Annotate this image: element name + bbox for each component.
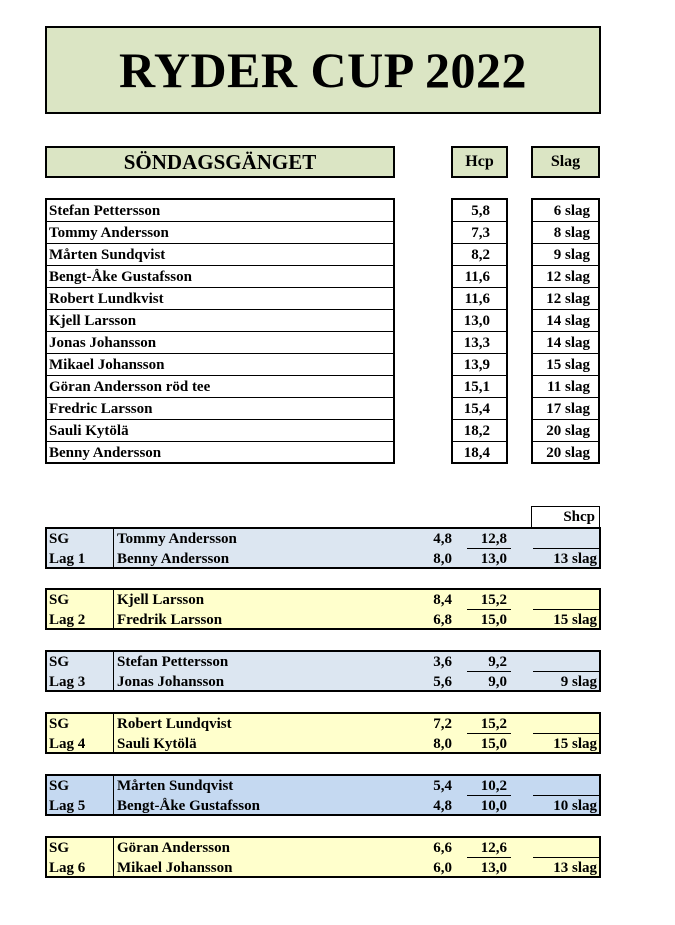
team-lag-label: Lag 6 [49, 860, 86, 876]
player-name: Göran Andersson röd tee [47, 376, 393, 398]
team-player-1-sum: 12,8 [480, 531, 507, 547]
player-name: Benny Andersson [49, 445, 162, 461]
slag-header-label: Slag [550, 153, 581, 170]
team-box [45, 650, 601, 692]
player-hcp: 15,4 [453, 398, 506, 420]
player-name: Fredric Larsson [47, 398, 393, 420]
player-slag: 15 slag [533, 354, 598, 376]
team-player-1: Tommy Andersson [117, 531, 237, 547]
group-banner [45, 146, 395, 178]
team-box [45, 527, 601, 569]
player-slag: 11 slag [533, 376, 598, 398]
team-player-2: Mikael Johansson [117, 860, 233, 876]
shcp-header: Shcp [531, 506, 600, 528]
player-name: Stefan Pettersson [47, 200, 393, 222]
team-result: 9 slag [560, 674, 597, 690]
player-slag: 20 slag [546, 445, 590, 461]
player-hcp: 11,6 [453, 266, 506, 288]
group-title: SÖNDAGSGÄNGET [123, 149, 317, 174]
team-player-2-sum: 15,0 [480, 612, 507, 628]
team-player-2-sum: 10,0 [480, 798, 507, 814]
team-player-2-sum: 9,0 [488, 674, 507, 690]
team-player-2-sum: 13,0 [480, 860, 507, 876]
team-divider [113, 714, 114, 752]
team-result: 13 slag [553, 860, 597, 876]
player-hcp-column [451, 198, 508, 464]
team-sg-label: SG [49, 531, 70, 547]
player-slag: 8 slag [533, 222, 598, 244]
player-slag: 12 slag [533, 288, 598, 310]
sum-underline [467, 609, 511, 610]
player-slag: 12 slag [533, 266, 598, 288]
team-player-1-hcp: 5,4 [433, 778, 452, 794]
team-player-1-sum: 15,2 [480, 716, 507, 732]
team-result: 13 slag [553, 551, 597, 567]
hcp-header-label: Hcp [465, 153, 494, 170]
slag-header [531, 146, 600, 178]
team-divider [113, 590, 114, 628]
team-player-2-sum: 15,0 [480, 736, 507, 752]
player-name: Tommy Andersson [47, 222, 393, 244]
player-hcp: 8,2 [453, 244, 506, 266]
team-player-1-hcp: 8,4 [433, 592, 452, 608]
team-player-1-sum: 9,2 [488, 654, 507, 670]
player-hcp: 13,9 [453, 354, 506, 376]
team-player-2: Benny Andersson [117, 551, 230, 567]
player-names-column [45, 198, 395, 464]
team-player-1: Robert Lundqvist [117, 716, 232, 732]
team-divider [113, 529, 114, 567]
team-lag-label: Lag 3 [49, 674, 86, 690]
team-divider [113, 776, 114, 814]
team-box [45, 588, 601, 630]
team-player-1: Mårten Sundqvist [117, 778, 234, 794]
team-player-1-hcp: 3,6 [433, 654, 452, 670]
team-player-1-sum: 15,2 [480, 592, 507, 608]
team-divider [113, 652, 114, 690]
team-player-1: Stefan Pettersson [117, 654, 229, 670]
team-box [45, 836, 601, 878]
player-hcp: 13,3 [453, 332, 506, 354]
team-player-1-hcp: 4,8 [433, 531, 452, 547]
page-title: RYDER CUP 2022 [118, 42, 528, 98]
player-hcp: 18,4 [463, 445, 490, 461]
team-player-2-hcp: 5,6 [433, 674, 452, 690]
player-slag: 6 slag [533, 200, 598, 222]
team-player-2-hcp: 8,0 [433, 551, 452, 567]
team-player-2-hcp: 8,0 [433, 736, 452, 752]
team-player-2: Bengt-Åke Gustafsson [117, 798, 260, 814]
team-player-1: Kjell Larsson [117, 592, 205, 608]
player-name: Mårten Sundqvist [47, 244, 393, 266]
player-name: Robert Lundkvist [47, 288, 393, 310]
player-hcp: 7,3 [453, 222, 506, 244]
team-player-1-sum: 10,2 [480, 778, 507, 794]
player-slag: 20 slag [533, 420, 598, 442]
player-slag: 17 slag [533, 398, 598, 420]
team-box [45, 712, 601, 754]
team-result: 15 slag [553, 612, 597, 628]
title-banner [45, 26, 601, 114]
sum-underline [467, 733, 511, 734]
team-result: 15 slag [553, 736, 597, 752]
player-slag: 14 slag [533, 310, 598, 332]
player-hcp: 5,8 [453, 200, 506, 222]
sum-underline [467, 548, 511, 549]
team-sg-label: SG [49, 840, 70, 856]
team-player-1: Göran Andersson [117, 840, 230, 856]
team-player-2-hcp: 4,8 [433, 798, 452, 814]
team-lag-label: Lag 4 [49, 736, 86, 752]
team-lag-label: Lag 2 [49, 612, 86, 628]
player-name: Mikael Johansson [47, 354, 393, 376]
player-name: Sauli Kytölä [47, 420, 393, 442]
team-player-2-hcp: 6,8 [433, 612, 452, 628]
player-name: Jonas Johansson [47, 332, 393, 354]
team-sg-label: SG [49, 654, 70, 670]
player-name: Bengt-Åke Gustafsson [47, 266, 393, 288]
team-sg-label: SG [49, 592, 70, 608]
sum-underline [467, 671, 511, 672]
sum-underline [467, 857, 511, 858]
team-player-2-hcp: 6,0 [433, 860, 452, 876]
hcp-header [451, 146, 508, 178]
team-lag-label: Lag 1 [49, 551, 86, 567]
team-sg-label: SG [49, 716, 70, 732]
player-hcp: 18,2 [453, 420, 506, 442]
team-player-2: Fredrik Larsson [117, 612, 223, 628]
team-player-2: Jonas Johansson [117, 674, 225, 690]
team-box [45, 774, 601, 816]
player-hcp: 15,1 [453, 376, 506, 398]
player-slag-column [531, 198, 600, 464]
player-name: Kjell Larsson [47, 310, 393, 332]
team-player-1-hcp: 7,2 [433, 716, 452, 732]
team-result: 10 slag [553, 798, 597, 814]
player-slag: 14 slag [533, 332, 598, 354]
player-slag: 9 slag [533, 244, 598, 266]
team-sg-label: SG [49, 778, 70, 794]
team-divider [113, 838, 114, 876]
team-player-2: Sauli Kytölä [117, 736, 197, 752]
player-hcp: 11,6 [453, 288, 506, 310]
sum-underline [467, 795, 511, 796]
player-hcp: 13,0 [453, 310, 506, 332]
team-player-2-sum: 13,0 [480, 551, 507, 567]
team-player-1-hcp: 6,6 [433, 840, 452, 856]
team-lag-label: Lag 5 [49, 798, 86, 814]
team-player-1-sum: 12,6 [480, 840, 507, 856]
